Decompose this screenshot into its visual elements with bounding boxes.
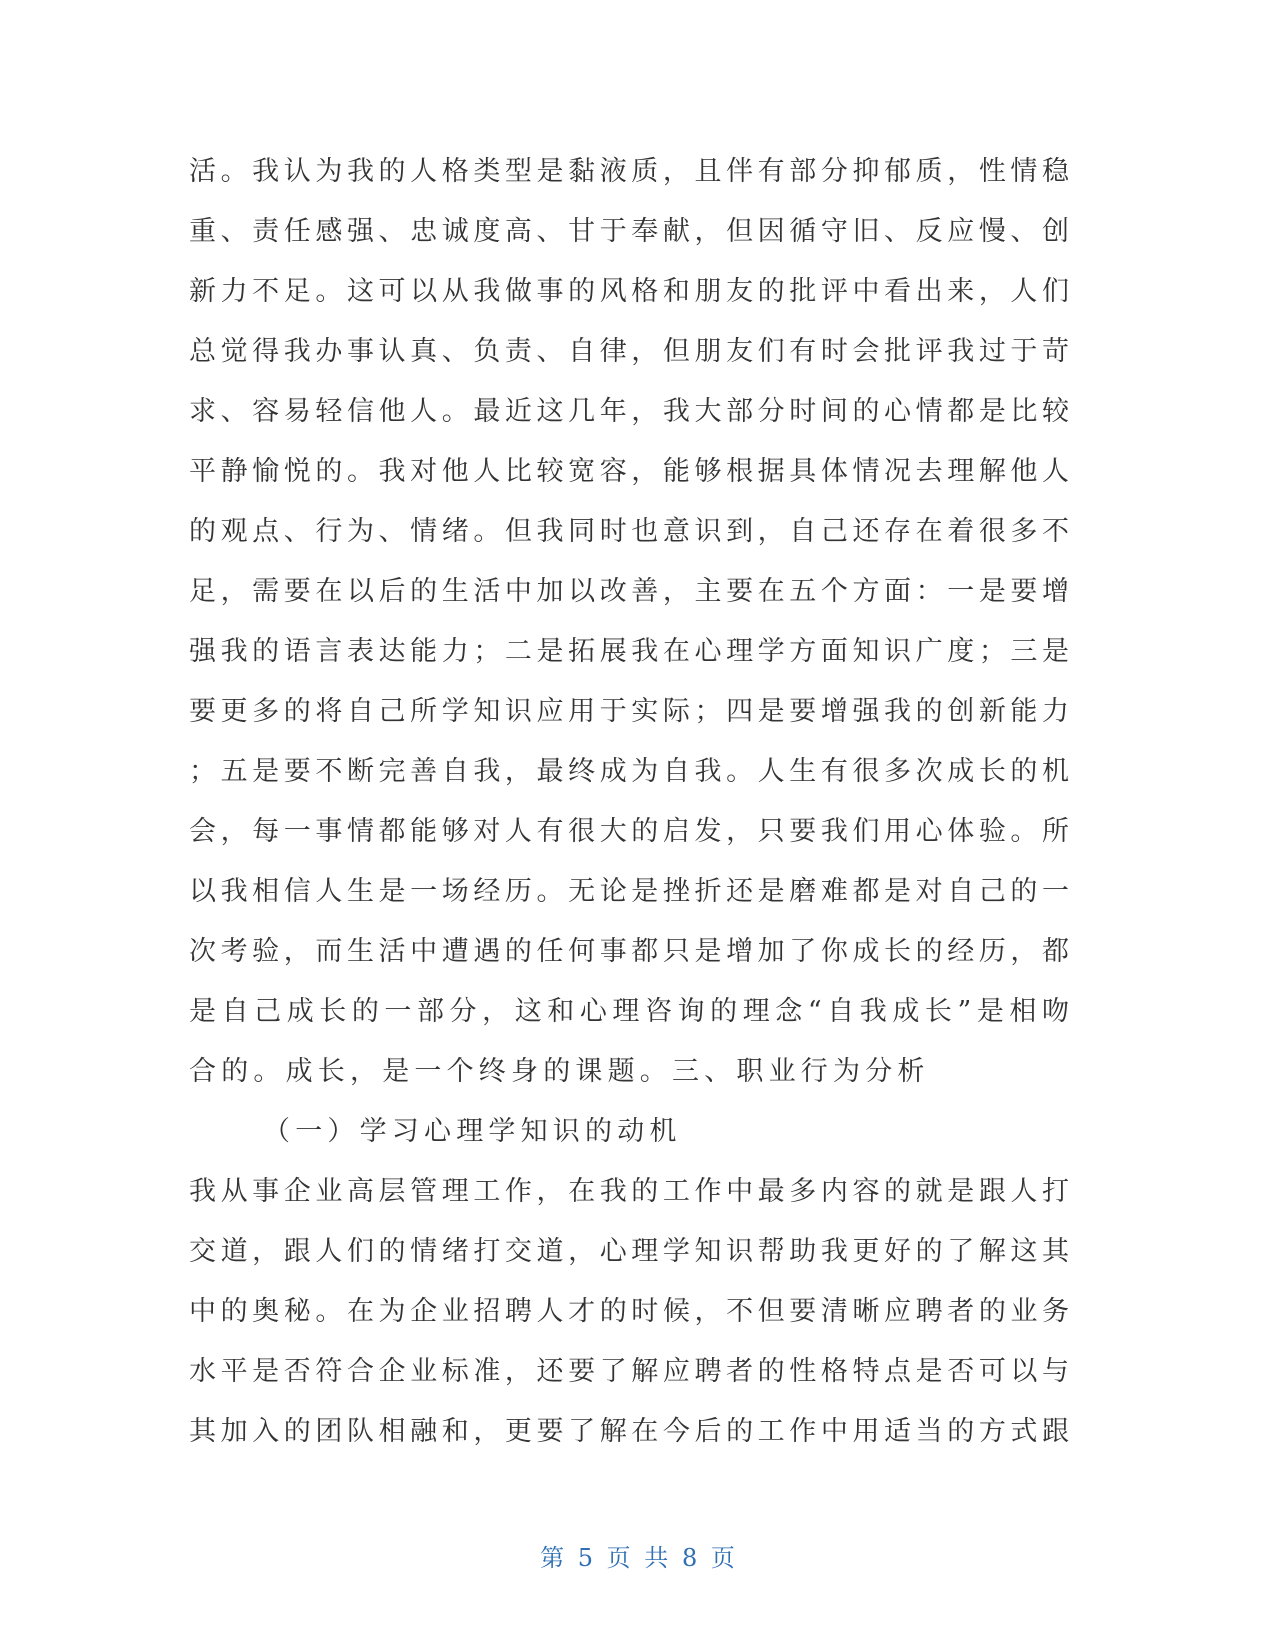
- text-line-19: 中的奥秘。在为企业招聘人才的时候，不但要清晰应聘者的业务: [189, 1296, 1069, 1327]
- text-line-1: 活。我认为我的人格类型是黏液质，且伴有部分抑郁质，性情稳: [189, 156, 1069, 187]
- text-line-4: 总觉得我办事认真、负责、自律，但朋友们有时会批评我过于苛: [189, 336, 1069, 367]
- text-line-8: 足，需要在以后的生活中加以改善，主要在五个方面：一是要增: [189, 576, 1069, 607]
- text-line-6: 平静愉悦的。我对他人比较宽容，能够根据具体情况去理解他人: [189, 456, 1069, 487]
- text-line-10: 要更多的将自己所学知识应用于实际；四是要增强我的创新能力: [189, 696, 1069, 727]
- text-line-5: 求、容易轻信他人。最近这几年，我大部分时间的心情都是比较: [189, 396, 1069, 427]
- section-subheading: （一）学习心理学知识的动机: [263, 1116, 682, 1147]
- text-line-11: ；五是要不断完善自我，最终成为自我。人生有很多次成长的机: [189, 756, 1069, 787]
- text-line-15: 是自己成长的一部分，这和心理咨询的理念“自我成长”是相吻: [189, 996, 1069, 1027]
- text-line-18: 交道，跟人们的情绪打交道，心理学知识帮助我更好的了解这其: [189, 1236, 1069, 1267]
- text-line-14: 次考验，而生活中遭遇的任何事都只是增加了你成长的经历，都: [189, 936, 1069, 967]
- text-line-16: 合的。成长，是一个终身的课题。三、职业行为分析: [189, 1056, 930, 1087]
- text-line-13: 以我相信人生是一场经历。无论是挫折还是磨难都是对自己的一: [189, 876, 1069, 907]
- text-line-7: 的观点、行为、情绪。但我同时也意识到，自己还存在着很多不: [189, 516, 1069, 547]
- text-line-17: 我从事企业高层管理工作，在我的工作中最多内容的就是跟人打: [189, 1176, 1069, 1207]
- text-line-2: 重、责任感强、忠诚度高、甘于奉献，但因循守旧、反应慢、创: [189, 216, 1069, 247]
- text-line-21: 其加入的团队相融和，更要了解在今后的工作中用适当的方式跟: [189, 1416, 1069, 1447]
- text-line-12: 会，每一事情都能够对人有很大的启发，只要我们用心体验。所: [189, 816, 1069, 847]
- body-text: [189, 142, 1069, 1462]
- text-line-20: 水平是否符合企业标准，还要了解应聘者的性格特点是否可以与: [189, 1356, 1069, 1387]
- text-line-3: 新力不足。这可以从我做事的风格和朋友的批评中看出来，人们: [189, 276, 1069, 307]
- page-number-footer: 第 5 页 共 8 页: [540, 1544, 735, 1572]
- text-line-9: 强我的语言表达能力；二是拓展我在心理学方面知识广度；三是: [189, 636, 1069, 667]
